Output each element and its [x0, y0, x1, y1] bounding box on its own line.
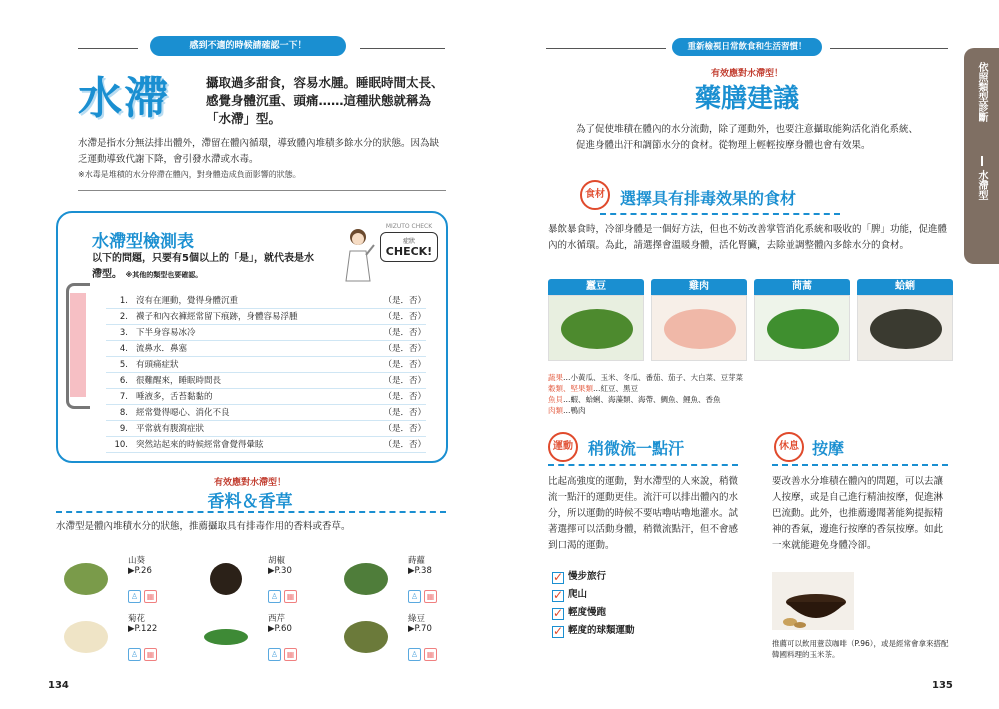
- food-section-title: 選擇具有排毒效果的食材: [620, 189, 797, 208]
- food-items: …蝦、蛤蜊、海藻類、海帶、鯛魚、鯉魚、香魚: [563, 395, 721, 404]
- dashed-divider: [548, 464, 738, 466]
- check-icon: ✓: [553, 606, 564, 620]
- exercise-badge-icon: 運動: [548, 432, 578, 462]
- checklist-row-text: 經常覺得噁心、消化不良: [136, 408, 230, 418]
- person-icon: ♙: [268, 590, 281, 603]
- checklist-items: [106, 293, 426, 453]
- food-badge-icon: 食材: [580, 180, 610, 210]
- checklist-answer: （是．否）: [383, 312, 426, 322]
- page-title-right: 藥膳建議: [694, 84, 799, 114]
- herb-attribute-icons: [268, 642, 300, 661]
- herb-photo: [196, 612, 256, 662]
- checklist-row-text: 沒有在運動，覺得身體沉重: [136, 296, 239, 306]
- checklist-row-number: 5.: [119, 360, 128, 370]
- page-number-left: 134: [48, 680, 69, 691]
- checklist-row-number: 10.: [114, 440, 128, 450]
- checklist-row-number: 4.: [119, 344, 128, 354]
- food-card: [548, 279, 644, 363]
- dashed-divider: [600, 213, 840, 215]
- divider: [78, 190, 446, 191]
- checklist-row: [106, 325, 426, 341]
- chapter-side-tab[interactable]: [964, 48, 999, 264]
- divider: [360, 48, 445, 49]
- page-title-left: 水滯: [78, 73, 170, 124]
- checklist-answer: （是．否）: [383, 328, 426, 338]
- food-photo: [754, 295, 850, 361]
- herb-name: 綠豆: [408, 614, 426, 624]
- food-card: [754, 279, 850, 363]
- person-icon: ♙: [408, 648, 421, 661]
- massage-title: 按摩: [812, 439, 845, 458]
- herb-attribute-icons: [408, 584, 440, 603]
- massage-caption: 推薦可以飲用薏苡咖啡（P.96），或是經常會拿來搭配韓國料理的玉米茶。: [772, 639, 949, 659]
- exercise-checklist: [552, 568, 732, 640]
- rest-badge-icon: 休息: [774, 432, 804, 462]
- food-list: [548, 372, 808, 416]
- herb-name: 蒔蘿: [408, 556, 426, 566]
- instruction-note: ※其他的類型也要確認。: [125, 271, 203, 279]
- herbs-description: 水滯型是體內堆積水分的狀態，推薦攝取具有排毒作用的香料或香草。: [56, 521, 351, 532]
- grid-icon: ▦: [284, 648, 297, 661]
- side-tab-separator: [981, 156, 983, 166]
- side-tab-label: 依照類型診斷: [976, 62, 987, 122]
- intro-text: 攝取過多甜食，容易水腫。睡眠時間太長、感覺身體沉重、頭痛……這種狀態就稱為「水滯」型。: [206, 75, 444, 126]
- food-description: 暴飲暴食時，冷卻身體是一個好方法，但也不妨改善掌管消化系統和吸收的「脾」功能，促進體內的水循環。為此，請選擇會溫暖身體，活化腎臟，去除並調整體內多餘水分的食材。: [548, 224, 948, 251]
- checklist-row: [106, 309, 426, 325]
- exercise-item-label: 輕度慢跑: [568, 607, 607, 618]
- food-photo: [857, 295, 953, 361]
- checklist-row-number: 7.: [119, 392, 128, 402]
- herb-photo: [56, 554, 116, 604]
- checklist-answer: （是．否）: [383, 360, 426, 370]
- badge-small-text: 症狀: [402, 238, 415, 245]
- checklist-row-number: 2.: [119, 312, 128, 322]
- food-photo: [548, 295, 644, 361]
- food-label: 雞肉: [651, 279, 747, 295]
- checklist-row-text: 很難醒來，睡眠時間長: [136, 376, 222, 386]
- herb-item: [336, 608, 472, 664]
- bracket-fill: [70, 293, 86, 397]
- food-category: 蔬果: [548, 373, 563, 382]
- food-label: 茼蒿: [754, 279, 850, 295]
- badge-caption: MIZUTO CHECK: [385, 223, 433, 230]
- herb-item: [196, 608, 332, 664]
- food-images-row: [548, 279, 950, 363]
- divider: [546, 48, 666, 49]
- checklist-row: [106, 421, 426, 437]
- right-kicker: 有效應對水滯型！: [710, 69, 783, 79]
- footnote: ※水毒是堆積的水分停滯在體內，對身體造成負面影響的狀態。: [78, 170, 301, 179]
- right-intro: 為了促使堆積在體內的水分流動，除了運動外，也要注意攝取能夠活化消化系統、促進身體出汗和調節水分的食材。從物理上輕輕按摩身體也會有效果。: [576, 124, 919, 151]
- checklist-row-number: 9.: [119, 424, 128, 434]
- exercise-item-label: 慢步旅行: [568, 571, 607, 582]
- food-list-line: [548, 405, 808, 416]
- food-items: …紅豆、黑豆: [593, 384, 638, 393]
- herb-attribute-icons: [128, 584, 160, 603]
- exercise-item: [552, 568, 732, 586]
- checklist-row-text: 流鼻水．鼻塞: [136, 344, 188, 354]
- checklist-row-text: 有頭痛症狀: [136, 360, 179, 370]
- divider: [78, 48, 138, 49]
- herb-name: 胡椒: [268, 556, 286, 566]
- herb-page-link[interactable]: ▶P.122: [128, 624, 158, 634]
- checklist-row: [106, 405, 426, 421]
- description: 水滯是指水分無法排出體外，滯留在體內循環，導致體內堆積多餘水分的狀態。因為缺乏運動導致代謝下降，會引發水滯或水毒。: [78, 138, 440, 165]
- checklist-answer: （是．否）: [383, 408, 426, 418]
- checklist-row: [106, 341, 426, 357]
- checklist-panel: [56, 211, 448, 463]
- massage-description: 要改善水分堆積在體內的問題，可以去讓人按摩，或是自己進行精油按摩，促進淋巴流動。此外，也推薦邊聞著能夠提振精神的香氣，邊進行按摩的香氛按摩。如此一來就能避免身體冷卻。: [772, 476, 944, 551]
- herb-page-link[interactable]: ▶P.26: [128, 566, 152, 576]
- checklist-row-number: 6.: [119, 376, 128, 386]
- herb-attribute-icons: [128, 642, 160, 661]
- checklist-row: [106, 389, 426, 405]
- checklist-row: [106, 373, 426, 389]
- dashed-divider: [772, 464, 948, 466]
- checklist-answer: （是．否）: [383, 440, 426, 450]
- food-label: 蠶豆: [548, 279, 644, 295]
- herb-item: [56, 550, 192, 606]
- food-photo: [651, 295, 747, 361]
- herbs-title: 香料＆香草: [207, 492, 293, 512]
- herb-photo: [336, 612, 396, 662]
- checklist-row: [106, 437, 426, 453]
- check-icon: ✓: [553, 624, 564, 638]
- checklist-instruction: [92, 251, 322, 283]
- herb-attribute-icons: [268, 584, 300, 603]
- checklist-answer: （是．否）: [383, 376, 426, 386]
- herb-page-link[interactable]: ▶P.30: [268, 566, 292, 576]
- food-items: …鴨肉: [563, 406, 586, 415]
- side-tab-type: 水滯型: [976, 170, 987, 200]
- exercise-item-label: 爬山: [568, 589, 588, 600]
- checklist-title: 水滯型檢測表: [92, 232, 194, 252]
- food-items: …小黃瓜、玉米、冬瓜、番茄、茄子、大白菜、豆芽菜: [563, 373, 743, 382]
- exercise-description: 比起高強度的運動，對水滯型的人來說，稍微流一點汗的運動更佳。流汗可以排出體內的水分，所以運動的時候不要咕嚕咕嚕地灌水。試著選擇可以活動身體，稍微流點汗，但不會感到口渴的運動。: [548, 476, 739, 551]
- exercise-title: 稍微流一點汗: [588, 439, 685, 458]
- herb-name: 西芹: [268, 614, 286, 624]
- checklist-row: [106, 357, 426, 373]
- checklist-row-number: 3.: [119, 328, 128, 338]
- top-pill-right: 重新檢視日常飲食和生活習慣！: [672, 38, 822, 56]
- food-list-line: [548, 372, 808, 383]
- checklist-row-number: 1.: [119, 296, 128, 306]
- herb-page-link[interactable]: ▶P.60: [268, 624, 292, 634]
- herb-item: [196, 550, 332, 606]
- exercise-item: [552, 604, 732, 622]
- herbs-grid: [56, 550, 448, 670]
- checklist-row-text: 平常就有腹瀉症狀: [136, 424, 205, 434]
- checklist-answer: （是．否）: [383, 344, 426, 354]
- food-category: 穀類、堅果類: [548, 384, 593, 393]
- herb-name: 山葵: [128, 556, 146, 566]
- checklist-answer: （是．否）: [383, 296, 426, 306]
- food-category: 肉類: [548, 406, 563, 415]
- herb-name: 菊花: [128, 614, 146, 624]
- checklist-answer: （是．否）: [383, 424, 426, 434]
- food-card: [857, 279, 953, 363]
- person-icon: ♙: [128, 648, 141, 661]
- herb-item: [336, 550, 472, 606]
- divider: [830, 48, 948, 49]
- food-list-line: [548, 394, 808, 405]
- food-label: 蛤蜊: [857, 279, 953, 295]
- instruction-text: 以下的問題，只要有5個以上的「是」，就代表是水滯型。: [92, 253, 314, 280]
- food-category: 魚貝: [548, 395, 563, 404]
- grid-icon: ▦: [284, 590, 297, 603]
- check-icon: ✓: [553, 570, 564, 584]
- page-number-right: 135: [932, 680, 953, 691]
- grid-icon: ▦: [424, 648, 437, 661]
- checklist-answer: （是．否）: [383, 392, 426, 402]
- person-icon: ♙: [408, 590, 421, 603]
- herb-photo: [336, 554, 396, 604]
- doctor-illustration: [338, 225, 378, 283]
- herb-photo: [56, 612, 116, 662]
- herb-page-link[interactable]: ▶P.70: [408, 624, 432, 634]
- tea-photo: [772, 572, 854, 630]
- checklist-row-text: 突然站起來的時候經常會覺得暈眩: [136, 440, 264, 450]
- check-icon: ✓: [553, 588, 564, 602]
- food-card: [651, 279, 747, 363]
- checklist-row-number: 8.: [119, 408, 128, 418]
- top-pill-left: 感到不適的時候請確認一下！: [150, 36, 346, 56]
- checklist-row-text: 下半身容易冰冷: [136, 328, 196, 338]
- herbs-kicker: 有效應對水滯型！: [213, 478, 286, 488]
- exercise-item-label: 輕度的球類運動: [568, 625, 635, 636]
- check-badge: [380, 223, 438, 273]
- exercise-item: [552, 622, 732, 640]
- person-icon: ♙: [268, 648, 281, 661]
- checklist-row: [106, 293, 426, 309]
- herb-attribute-icons: [408, 642, 440, 661]
- checklist-row-text: 襪子和內衣褲經常留下痕跡，身體容易浮腫: [136, 312, 298, 322]
- herb-item: [56, 608, 192, 664]
- food-list-line: [548, 383, 808, 394]
- checklist-row-text: 唾液多，舌苔黏黏的: [136, 392, 213, 402]
- dashed-divider: [56, 511, 446, 513]
- herb-photo: [196, 554, 256, 604]
- grid-icon: ▦: [144, 590, 157, 603]
- grid-icon: ▦: [424, 590, 437, 603]
- person-icon: ♙: [128, 590, 141, 603]
- badge-big-text: CHECK!: [385, 245, 433, 258]
- grid-icon: ▦: [144, 648, 157, 661]
- exercise-item: [552, 586, 732, 604]
- herb-page-link[interactable]: ▶P.38: [408, 566, 432, 576]
